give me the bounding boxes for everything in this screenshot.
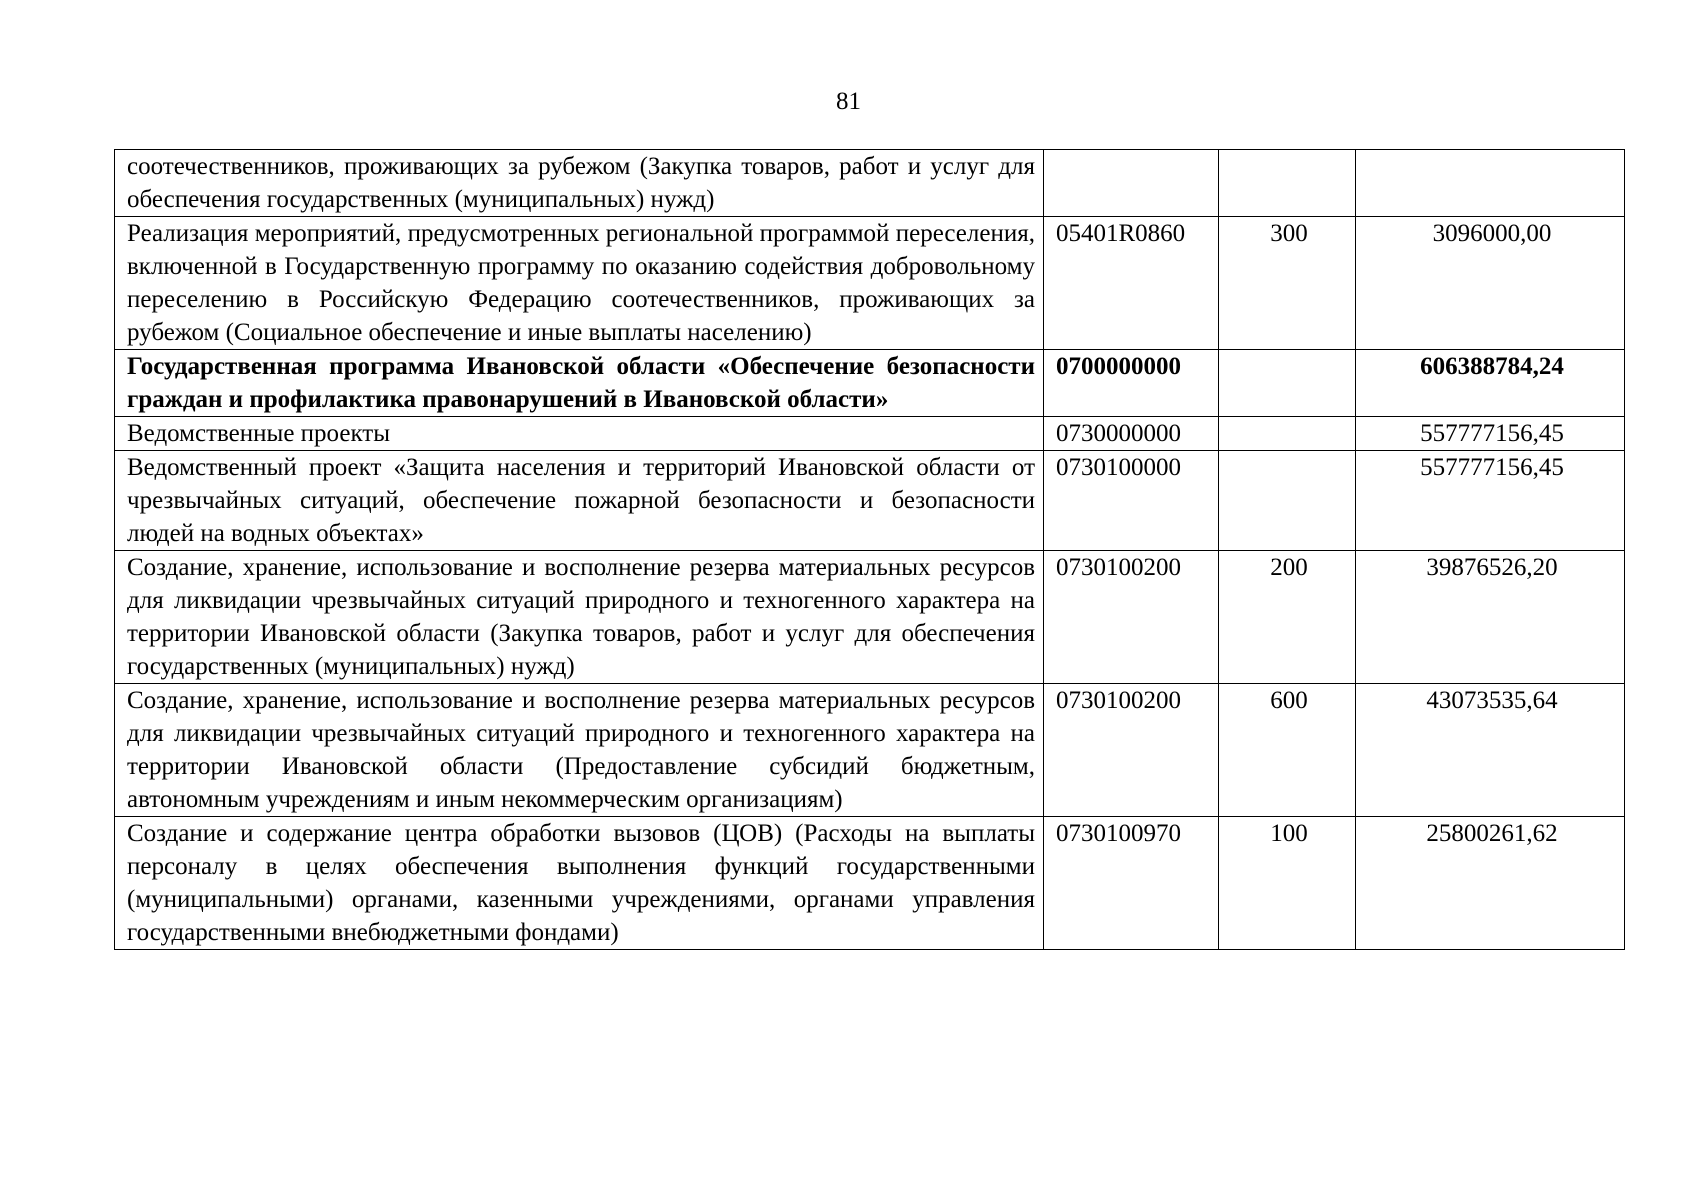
row-code-cell: 0730100000 — [1044, 451, 1219, 551]
row-code-cell: 0700000000 — [1044, 350, 1219, 417]
row-type-cell: 600 — [1219, 684, 1356, 817]
table-row — [115, 217, 1625, 350]
table-row — [115, 684, 1625, 817]
row-amount-cell: 557777156,45 — [1356, 451, 1625, 551]
row-amount-cell: 3096000,00 — [1356, 217, 1625, 350]
row-type-cell: 200 — [1219, 551, 1356, 684]
row-name-cell: Создание, хранение, использование и восполнение резерва материальных ресурсов для ликвидации чрезвычайных ситуаций природного и техногенного характера на территории Ивановской области (Закупка товаров, работ и услуг для обеспечения государственных (муниципальных) нужд) — [115, 551, 1044, 684]
row-name-cell: Ведомственный проект «Защита населения и территорий Ивановской области от чрезвычайных ситуаций, обеспечение пожарной безопасности и безопасности людей на водных объектах» — [115, 451, 1044, 551]
row-name-cell: соотечественников, проживающих за рубежом (Закупка товаров, работ и услуг для обеспечения государственных (муниципальных) нужд) — [115, 150, 1044, 217]
table-row — [115, 150, 1625, 217]
row-type-cell — [1219, 350, 1356, 417]
row-code-cell: 0730100970 — [1044, 817, 1219, 950]
row-amount-cell: 25800261,62 — [1356, 817, 1625, 950]
budget-table — [114, 149, 1625, 950]
table-row — [115, 417, 1625, 451]
row-amount-cell: 43073535,64 — [1356, 684, 1625, 817]
row-code-cell: 0730000000 — [1044, 417, 1219, 451]
row-name-cell: Государственная программа Ивановской области «Обеспечение безопасности граждан и профилактика правонарушений в Ивановской области» — [115, 350, 1044, 417]
row-type-cell — [1219, 150, 1356, 217]
row-type-cell: 100 — [1219, 817, 1356, 950]
row-type-cell — [1219, 451, 1356, 551]
row-code-cell — [1044, 150, 1219, 217]
row-amount-cell: 39876526,20 — [1356, 551, 1625, 684]
table-row — [115, 551, 1625, 684]
table-row — [115, 451, 1625, 551]
row-amount-cell: 606388784,24 — [1356, 350, 1625, 417]
row-code-cell: 0730100200 — [1044, 684, 1219, 817]
row-code-cell: 0730100200 — [1044, 551, 1219, 684]
table-row — [115, 817, 1625, 950]
row-name-cell: Реализация мероприятий, предусмотренных региональной программой переселения, включенной в Государственную программу по оказанию содействия добровольному переселению в Российскую Федерацию соотечественников, проживающих за рубежом (Социальное обеспечение и иные выплаты населению) — [115, 217, 1044, 350]
row-name-cell: Создание, хранение, использование и восполнение резерва материальных ресурсов для ликвидации чрезвычайных ситуаций природного и техногенного характера на территории Ивановской области (Предоставление субсидий бюджетным, автономным учреждениям и иным некоммерческим организациям) — [115, 684, 1044, 817]
row-amount-cell — [1356, 150, 1625, 217]
row-code-cell: 05401R0860 — [1044, 217, 1219, 350]
table-row — [115, 350, 1625, 417]
row-name-cell: Ведомственные проекты — [115, 417, 1044, 451]
row-type-cell: 300 — [1219, 217, 1356, 350]
row-name-cell: Создание и содержание центра обработки вызовов (ЦОВ) (Расходы на выплаты персоналу в целях обеспечения выполнения функций государственными (муниципальными) органами, казенными учреждениями, органами управления государственными внебюджетными фондами) — [115, 817, 1044, 950]
page-number: 81 — [836, 88, 861, 115]
row-type-cell — [1219, 417, 1356, 451]
row-amount-cell: 557777156,45 — [1356, 417, 1625, 451]
